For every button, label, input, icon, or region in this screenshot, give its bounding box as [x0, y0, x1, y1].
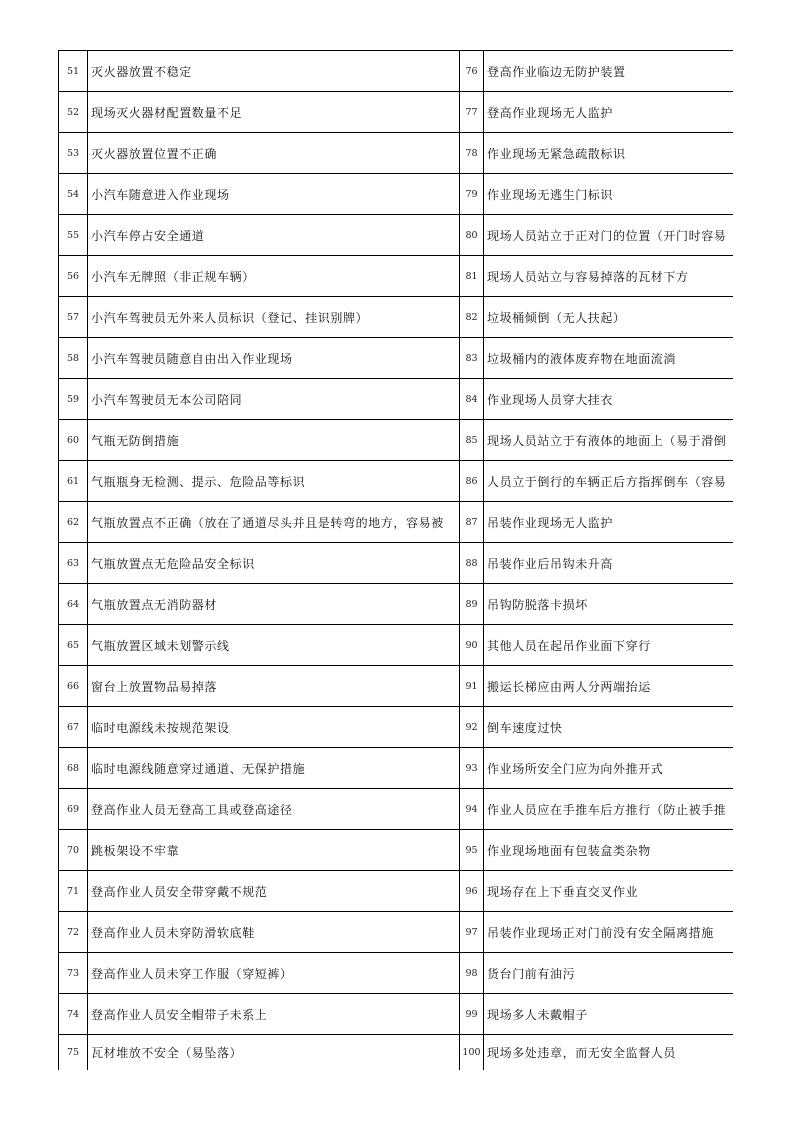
- item-text-left-label: 登高作业人员未穿防滑软底鞋: [91, 925, 255, 940]
- item-number-left: 55: [59, 215, 88, 256]
- table-row: [59, 420, 734, 461]
- item-number-right: 80: [460, 215, 484, 256]
- item-number-right: 84: [460, 379, 484, 420]
- item-text-left: [88, 830, 460, 871]
- item-number-left: 65: [59, 625, 88, 666]
- table-row: [59, 133, 734, 174]
- item-text-left: [88, 420, 460, 461]
- item-number-right: 95: [460, 830, 484, 871]
- item-text-right-label: 人员立于倒行的车辆正后方指挥倒车（容易: [487, 474, 727, 489]
- item-number-left: 72: [59, 912, 88, 953]
- table-row: [59, 256, 734, 297]
- item-text-right: [484, 51, 734, 92]
- item-number-left: 66: [59, 666, 88, 707]
- item-text-right: [484, 420, 734, 461]
- item-number-right: 88: [460, 543, 484, 584]
- table-row: [59, 51, 734, 92]
- item-text-right-label: 现场人员站立与容易掉落的瓦材下方: [487, 269, 689, 284]
- item-text-right-label: 作业场所安全门应为向外推开式: [487, 761, 664, 776]
- item-text-right-label: 垃圾桶倾倒（无人扶起）: [487, 310, 626, 325]
- item-number-right: 93: [460, 748, 484, 789]
- item-text-right-label: 现场人员站立于正对门的位置（开门时容易: [487, 228, 727, 243]
- table-row: [59, 912, 734, 953]
- item-text-right: [484, 871, 734, 912]
- item-number-right: 98: [460, 953, 484, 994]
- item-text-right-label: 作业现场无紧急疏散标识: [487, 146, 626, 161]
- item-text-left: [88, 584, 460, 625]
- table-row: [59, 297, 734, 338]
- item-text-left: [88, 51, 460, 92]
- table-row: [59, 953, 734, 994]
- item-number-left: 62: [59, 502, 88, 543]
- item-number-right: 85: [460, 420, 484, 461]
- item-number-left: 64: [59, 584, 88, 625]
- item-text-right: [484, 666, 734, 707]
- item-number-left: 63: [59, 543, 88, 584]
- item-number-right: 77: [460, 92, 484, 133]
- item-text-left: [88, 748, 460, 789]
- item-text-left-label: 登高作业人员安全带穿戴不规范: [91, 884, 268, 899]
- item-text-left: [88, 625, 460, 666]
- item-text-left-label: 灭火器放置位置不正确: [91, 146, 218, 161]
- item-text-left-label: 瓦材堆放不安全（易坠落）: [91, 1046, 243, 1060]
- item-text-left: [88, 379, 460, 420]
- item-text-right-label: 现场人员站立于有液体的地面上（易于滑倒: [487, 433, 727, 448]
- item-text-right: [484, 461, 734, 502]
- item-text-right: [484, 338, 734, 379]
- table-row: [59, 543, 734, 584]
- item-text-right-label: 吊装作业现场无人监护: [487, 515, 614, 530]
- item-number-right: 76: [460, 51, 484, 92]
- item-number-left: 51: [59, 51, 88, 92]
- item-number-right: 94: [460, 789, 484, 830]
- item-text-right: [484, 297, 734, 338]
- item-text-right: [484, 789, 734, 830]
- item-number-left: 56: [59, 256, 88, 297]
- item-text-left-label: 小汽车驾驶员无外来人员标识（登记、挂识别牌）: [91, 310, 369, 325]
- table-row: [59, 215, 734, 256]
- item-text-right-label: 作业现场人员穿大挂衣: [487, 392, 614, 407]
- item-number-right: 83: [460, 338, 484, 379]
- item-text-left: [88, 174, 460, 215]
- table-row: [59, 584, 734, 625]
- item-text-right-label: 作业现场无逃生门标识: [487, 187, 614, 202]
- item-number-right: 82: [460, 297, 484, 338]
- item-number-left: 69: [59, 789, 88, 830]
- item-text-right: [484, 92, 734, 133]
- item-text-right-label: 吊钩防脱落卡损坏: [487, 597, 588, 612]
- item-text-left: [88, 1035, 460, 1071]
- item-text-left: [88, 256, 460, 297]
- item-number-left: 68: [59, 748, 88, 789]
- item-number-right: 96: [460, 871, 484, 912]
- item-text-right: [484, 748, 734, 789]
- item-text-left-label: 小汽车驾驶员随意自由出入作业现场: [91, 351, 293, 366]
- item-text-right: [484, 543, 734, 584]
- item-number-left: 54: [59, 174, 88, 215]
- table-row: [59, 379, 734, 420]
- item-text-left-label: 气瓶放置点不正确（放在了通道尽头并且是转弯的地方，容易被: [91, 515, 444, 530]
- item-text-left-label: 小汽车无牌照（非正规车辆）: [91, 269, 255, 284]
- item-text-left: [88, 502, 460, 543]
- item-text-right-label: 吊装作业后吊钩未升高: [487, 556, 614, 571]
- item-text-left-label: 气瓶放置点无危险品安全标识: [91, 556, 255, 571]
- table-row: [59, 748, 734, 789]
- item-text-right: [484, 994, 734, 1035]
- item-text-left-label: 现场灭火器材配置数量不足: [91, 105, 243, 120]
- item-text-right-label: 货台门前有油污: [487, 966, 576, 981]
- hazard-table-body: [59, 51, 734, 1071]
- item-text-left-label: 跳板架设不牢靠: [91, 843, 180, 858]
- item-number-right: 97: [460, 912, 484, 953]
- table-row: [59, 994, 734, 1035]
- item-text-right-label: 作业现场地面有包装盒类杂物: [487, 843, 651, 858]
- item-text-left: [88, 215, 460, 256]
- item-text-left: [88, 871, 460, 912]
- item-text-left-label: 灭火器放置不稳定: [91, 64, 192, 79]
- item-text-left: [88, 543, 460, 584]
- item-text-left-label: 小汽车驾驶员无本公司陪同: [91, 392, 243, 407]
- item-text-left-label: 临时电源线随意穿过通道、无保护措施: [91, 761, 306, 776]
- item-number-left: 59: [59, 379, 88, 420]
- item-number-right: 89: [460, 584, 484, 625]
- item-number-left: 52: [59, 92, 88, 133]
- item-text-left-label: 气瓶无防倒措施: [91, 433, 180, 448]
- item-text-right: [484, 584, 734, 625]
- item-text-left: [88, 461, 460, 502]
- table-row: [59, 92, 734, 133]
- item-number-left: 73: [59, 953, 88, 994]
- item-number-right: 90: [460, 625, 484, 666]
- item-text-left-label: 小汽车停占安全通道: [91, 228, 205, 243]
- item-text-right-label: 垃圾桶内的液体废弃物在地面流淌: [487, 351, 677, 366]
- item-number-right: 79: [460, 174, 484, 215]
- item-text-left: [88, 133, 460, 174]
- table-row: [59, 338, 734, 379]
- item-text-left-label: 气瓶放置点无消防器材: [91, 597, 218, 612]
- item-text-left-label: 气瓶放置区域未划警示线: [91, 638, 230, 653]
- item-number-left: 53: [59, 133, 88, 174]
- item-number-right: 87: [460, 502, 484, 543]
- item-text-right-label: 其他人员在起吊作业面下穿行: [487, 638, 651, 653]
- table-row: [59, 625, 734, 666]
- item-text-left: [88, 953, 460, 994]
- table-row: [59, 461, 734, 502]
- item-text-left: [88, 707, 460, 748]
- item-number-left: 70: [59, 830, 88, 871]
- item-text-left: [88, 789, 460, 830]
- table-row: [59, 871, 734, 912]
- item-text-right-label: 现场多处违章，而无安全监督人员: [487, 1046, 677, 1060]
- item-text-left: [88, 338, 460, 379]
- item-number-left: 67: [59, 707, 88, 748]
- item-text-left: [88, 297, 460, 338]
- item-text-left-label: 临时电源线未按规范架设: [91, 720, 230, 735]
- item-number-right: 92: [460, 707, 484, 748]
- item-text-left-label: 气瓶瓶身无检测、提示、危险品等标识: [91, 474, 306, 489]
- item-text-right: [484, 1035, 734, 1071]
- hazard-table-container: [58, 50, 733, 1070]
- item-number-left: 60: [59, 420, 88, 461]
- item-text-right: [484, 133, 734, 174]
- item-number-right: 78: [460, 133, 484, 174]
- item-text-right: [484, 953, 734, 994]
- item-text-left: [88, 912, 460, 953]
- item-text-right: [484, 379, 734, 420]
- table-row: [59, 502, 734, 543]
- item-text-right: [484, 174, 734, 215]
- item-number-left: 75: [59, 1035, 88, 1071]
- item-number-left: 58: [59, 338, 88, 379]
- table-row: [59, 789, 734, 830]
- item-text-right-label: 作业人员应在手推车后方推行（防止被手推: [487, 802, 727, 817]
- item-number-right: 99: [460, 994, 484, 1035]
- hazard-table: [58, 50, 733, 1070]
- item-text-right: [484, 625, 734, 666]
- item-text-right: [484, 830, 734, 871]
- item-number-right: 100: [460, 1035, 484, 1071]
- item-text-right-label: 登高作业现场无人监护: [487, 105, 614, 120]
- item-text-left: [88, 666, 460, 707]
- table-row: [59, 174, 734, 215]
- item-text-right-label: 现场存在上下垂直交叉作业: [487, 884, 639, 899]
- item-text-left: [88, 92, 460, 133]
- item-text-right-label: 倒车速度过快: [487, 720, 563, 735]
- item-text-left-label: 登高作业人员无登高工具或登高途径: [91, 802, 293, 817]
- item-text-left-label: 窗台上放置物品易掉落: [91, 679, 218, 694]
- item-text-right-label: 搬运长梯应由两人分两端抬运: [487, 679, 651, 694]
- item-text-right-label: 现场多人未戴帽子: [487, 1007, 588, 1022]
- item-number-left: 61: [59, 461, 88, 502]
- item-text-right: [484, 912, 734, 953]
- item-text-left-label: 登高作业人员安全帽带子未系上: [91, 1007, 268, 1022]
- item-text-right: [484, 502, 734, 543]
- item-text-left: [88, 994, 460, 1035]
- table-row: [59, 707, 734, 748]
- item-text-right-label: 吊装作业现场正对门前没有安全隔离措施: [487, 925, 714, 940]
- item-number-left: 57: [59, 297, 88, 338]
- item-number-right: 91: [460, 666, 484, 707]
- item-number-left: 71: [59, 871, 88, 912]
- item-text-right: [484, 707, 734, 748]
- item-text-right: [484, 215, 734, 256]
- item-text-left-label: 小汽车随意进入作业现场: [91, 187, 230, 202]
- item-text-left-label: 登高作业人员未穿工作服（穿短裤）: [91, 966, 293, 981]
- item-number-right: 81: [460, 256, 484, 297]
- item-number-left: 74: [59, 994, 88, 1035]
- table-row: [59, 666, 734, 707]
- item-text-right: [484, 256, 734, 297]
- item-number-right: 86: [460, 461, 484, 502]
- item-text-right-label: 登高作业临边无防护装置: [487, 64, 626, 79]
- table-row: [59, 830, 734, 871]
- table-row: [59, 1035, 734, 1071]
